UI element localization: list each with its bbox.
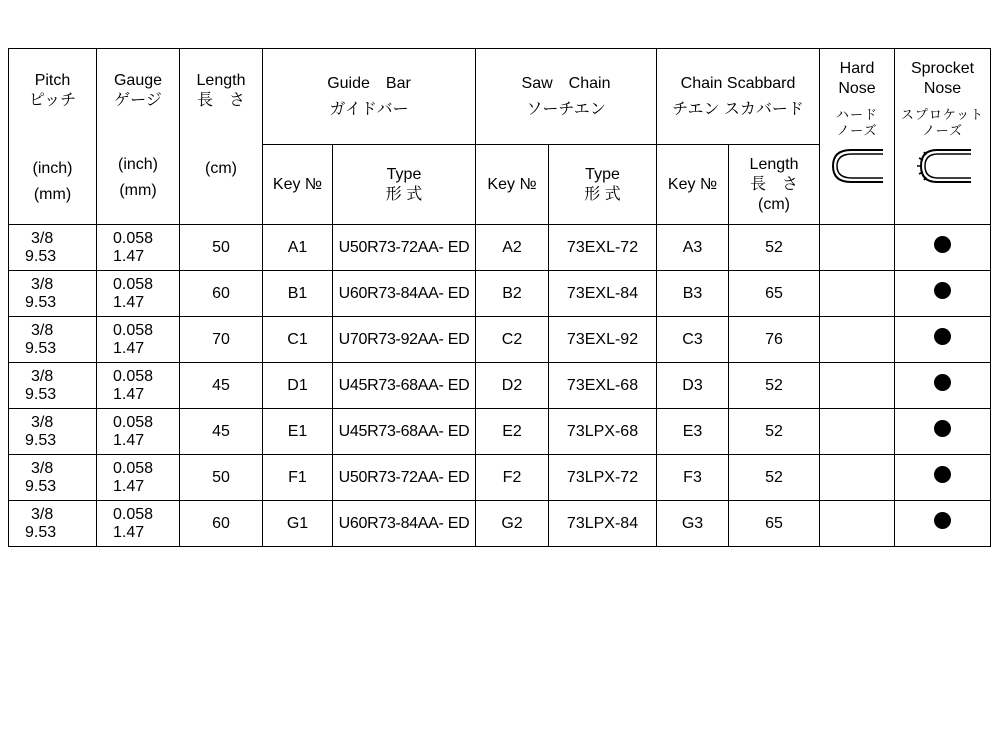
sprocket-nose-icon	[911, 146, 975, 186]
gauge-inch: 0.058	[113, 321, 154, 339]
pitch-inch: 3/8	[31, 459, 54, 477]
header-scabbard-length: Length 長 さ (cm)	[729, 145, 820, 225]
scabbard-length-cell: 65	[729, 271, 820, 317]
hard-nose-cell	[820, 409, 895, 455]
length-cell: 45	[180, 363, 263, 409]
filled-circle-icon	[934, 236, 951, 253]
header-guide-bar: Guide Bar ガイドバー	[263, 49, 476, 145]
bar-type-cell: U60R73-84AA- ED	[333, 271, 476, 317]
gauge-cell	[97, 271, 180, 317]
table-row	[9, 409, 991, 455]
length-cell: 60	[180, 271, 263, 317]
table-row	[9, 271, 991, 317]
header-chain-type: Type 形 式	[549, 145, 657, 225]
hard-nose-cell	[820, 455, 895, 501]
table-body	[9, 225, 991, 547]
scabbard-length-cell: 76	[729, 317, 820, 363]
pitch-mm: 9.53	[25, 293, 57, 311]
gauge-cell	[97, 363, 180, 409]
pitch-cell	[9, 409, 97, 455]
sprocket-nose-cell	[895, 363, 991, 409]
chain-type-cell: 73LPX-84	[549, 501, 657, 547]
pitch-inch: 3/8	[31, 367, 54, 385]
chain-key-cell: D2	[476, 363, 549, 409]
scabbard-key-cell: A3	[657, 225, 729, 271]
chain-type-cell: 73EXL-84	[549, 271, 657, 317]
scabbard-key-cell: E3	[657, 409, 729, 455]
length-cell: 45	[180, 409, 263, 455]
header-scabbard-key: Key №	[657, 145, 729, 225]
gauge-inch: 0.058	[113, 413, 154, 431]
gauge-mm: 1.47	[113, 247, 145, 265]
header-chain-scabbard: Chain Scabbard チエン スカバード	[657, 49, 820, 145]
scabbard-key-cell: D3	[657, 363, 729, 409]
filled-circle-icon	[934, 466, 951, 483]
header-pitch: Pitch ピッチ (inch) (mm)	[9, 49, 97, 225]
sprocket-nose-cell	[895, 501, 991, 547]
gauge-mm: 1.47	[113, 523, 145, 541]
chain-type-cell: 73EXL-92	[549, 317, 657, 363]
gauge-mm: 1.47	[113, 339, 145, 357]
chain-key-cell: E2	[476, 409, 549, 455]
hard-nose-cell	[820, 363, 895, 409]
gauge-inch: 0.058	[113, 229, 154, 247]
header-bar-type: Type 形 式	[333, 145, 476, 225]
filled-circle-icon	[934, 420, 951, 437]
scabbard-length-cell: 52	[729, 455, 820, 501]
hard-nose-cell	[820, 225, 895, 271]
scabbard-key-cell: F3	[657, 455, 729, 501]
gauge-mm: 1.47	[113, 477, 145, 495]
pitch-cell	[9, 455, 97, 501]
pitch-mm: 9.53	[25, 247, 57, 265]
table-row	[9, 501, 991, 547]
gauge-inch: 0.058	[113, 275, 154, 293]
chain-key-cell: F2	[476, 455, 549, 501]
scabbard-key-cell: C3	[657, 317, 729, 363]
pitch-inch: 3/8	[31, 413, 54, 431]
spec-table	[8, 48, 991, 547]
table-row	[9, 317, 991, 363]
pitch-inch: 3/8	[31, 229, 54, 247]
filled-circle-icon	[934, 328, 951, 345]
pitch-mm: 9.53	[25, 339, 57, 357]
scabbard-length-cell: 65	[729, 501, 820, 547]
length-cell: 50	[180, 225, 263, 271]
chain-key-cell: C2	[476, 317, 549, 363]
filled-circle-icon	[934, 374, 951, 391]
chain-key-cell: G2	[476, 501, 549, 547]
chain-type-cell: 73EXL-68	[549, 363, 657, 409]
gauge-inch: 0.058	[113, 459, 154, 477]
chain-type-cell: 73LPX-68	[549, 409, 657, 455]
scabbard-length-cell: 52	[729, 409, 820, 455]
hard-nose-cell	[820, 501, 895, 547]
hard-nose-icon	[827, 146, 887, 186]
pitch-mm: 9.53	[25, 523, 57, 541]
bar-key-cell: F1	[263, 455, 333, 501]
header-hard-nose: Hard Nose ハード ノーズ	[820, 49, 895, 225]
length-cell: 70	[180, 317, 263, 363]
pitch-cell	[9, 363, 97, 409]
gauge-mm: 1.47	[113, 431, 145, 449]
chain-key-cell: B2	[476, 271, 549, 317]
pitch-mm: 9.53	[25, 431, 57, 449]
scabbard-length-cell: 52	[729, 363, 820, 409]
sprocket-nose-cell	[895, 317, 991, 363]
table-row	[9, 225, 991, 271]
hard-nose-cell	[820, 317, 895, 363]
scabbard-key-cell: G3	[657, 501, 729, 547]
length-cell: 60	[180, 501, 263, 547]
filled-circle-icon	[934, 282, 951, 299]
gauge-inch: 0.058	[113, 505, 154, 523]
bar-type-cell: U50R73-72AA- ED	[333, 455, 476, 501]
scabbard-key-cell: B3	[657, 271, 729, 317]
header-saw-chain: Saw Chain ソーチエン	[476, 49, 657, 145]
gauge-cell	[97, 455, 180, 501]
bar-type-cell: U45R73-68AA- ED	[333, 363, 476, 409]
bar-key-cell: A1	[263, 225, 333, 271]
sprocket-nose-cell	[895, 225, 991, 271]
bar-key-cell: B1	[263, 271, 333, 317]
gauge-cell	[97, 409, 180, 455]
header-bar-key: Key №	[263, 145, 333, 225]
chain-type-cell: 73LPX-72	[549, 455, 657, 501]
pitch-inch: 3/8	[31, 321, 54, 339]
gauge-cell	[97, 317, 180, 363]
pitch-cell	[9, 225, 97, 271]
bar-type-cell: U60R73-84AA- ED	[333, 501, 476, 547]
header-length: Length 長 さ (cm)	[180, 49, 263, 225]
bar-type-cell: U70R73-92AA- ED	[333, 317, 476, 363]
gauge-cell	[97, 501, 180, 547]
table-row	[9, 363, 991, 409]
chain-key-cell: A2	[476, 225, 549, 271]
pitch-cell	[9, 317, 97, 363]
header-sprocket-nose: Sprocket Nose スプロケット ノーズ	[895, 49, 991, 225]
bar-key-cell: D1	[263, 363, 333, 409]
chain-type-cell: 73EXL-72	[549, 225, 657, 271]
bar-type-cell: U45R73-68AA- ED	[333, 409, 476, 455]
sprocket-nose-cell	[895, 455, 991, 501]
pitch-mm: 9.53	[25, 477, 57, 495]
pitch-mm: 9.53	[25, 385, 57, 403]
sprocket-nose-cell	[895, 409, 991, 455]
length-cell: 50	[180, 455, 263, 501]
gauge-mm: 1.47	[113, 385, 145, 403]
pitch-cell	[9, 271, 97, 317]
sprocket-nose-cell	[895, 271, 991, 317]
bar-key-cell: C1	[263, 317, 333, 363]
bar-key-cell: E1	[263, 409, 333, 455]
gauge-mm: 1.47	[113, 293, 145, 311]
filled-circle-icon	[934, 512, 951, 529]
gauge-inch: 0.058	[113, 367, 154, 385]
pitch-cell	[9, 501, 97, 547]
bar-key-cell: G1	[263, 501, 333, 547]
pitch-inch: 3/8	[31, 275, 54, 293]
header-chain-key: Key №	[476, 145, 549, 225]
table-row	[9, 455, 991, 501]
hard-nose-cell	[820, 271, 895, 317]
scabbard-length-cell: 52	[729, 225, 820, 271]
pitch-inch: 3/8	[31, 505, 54, 523]
bar-type-cell: U50R73-72AA- ED	[333, 225, 476, 271]
gauge-cell	[97, 225, 180, 271]
header-gauge: Gauge ゲージ (inch) (mm)	[97, 49, 180, 225]
